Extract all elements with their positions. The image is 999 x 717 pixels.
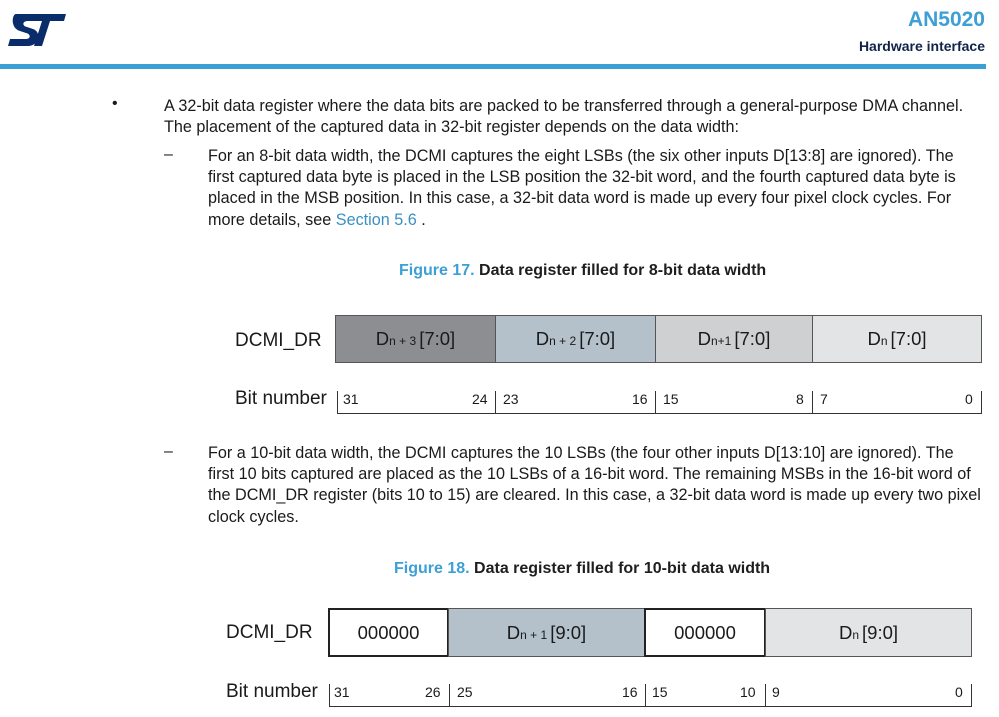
figure17-cell-dn (812, 315, 982, 363)
figure18-title: Data register filled for 10-bit data width (474, 560, 771, 577)
figure18-cell-dn (765, 608, 972, 657)
cell-sub: n + 2 (549, 334, 577, 348)
figure17-caption (399, 262, 766, 280)
figure18-tick (329, 684, 330, 706)
cell-d: D (867, 328, 881, 349)
figure18-bit-15: 15 (652, 684, 668, 700)
cell-bits: [9:0] (862, 621, 899, 643)
figure17-axis (337, 413, 982, 414)
figure17-cell-dn2 (495, 315, 656, 363)
figure18-tick (971, 684, 972, 706)
figure18-bit-31: 31 (334, 684, 350, 700)
cell-bits: [9:0] (550, 621, 587, 643)
figure18-number: Figure 18. (394, 560, 470, 577)
figure18-bit-9: 9 (772, 684, 780, 700)
bullet-paragraph: A 32-bit data register where the data bits are packed to be transferred through a general-purpose DMA channel. The placement of the captured data in 32-bit register depends on the data width: (164, 97, 964, 137)
figure17-tick (655, 391, 656, 413)
figure18-register-label: DCMI_DR (226, 622, 313, 643)
cell-d: D (838, 621, 853, 643)
dash-marker-1: – (164, 146, 173, 163)
figure17-bit-15: 15 (663, 391, 679, 407)
section-5-6-link[interactable]: Section 5.6 (335, 210, 417, 229)
figure17-tick (812, 391, 813, 413)
figure17-bit-7: 7 (820, 391, 828, 407)
cell-text: 000000 (674, 621, 736, 643)
list-item-10bit: For a 10-bit data width, the DCMI captures the 10 LSBs (the four other inputs D[13:10] are ignored). The first 10 bits captured are placed as the 10 LSBs of a 16-bit word. The remaining MSBs in the 16-bit word of the DCMI_DR register (bits 10 to 15) are cleared. In this case, a 32-bit data word is made up every two pixel clock cycles. (208, 444, 981, 526)
st-logo (6, 12, 68, 48)
figure18-caption (394, 560, 770, 578)
figure18-bit-0: 0 (955, 684, 963, 700)
cell-sub: n (880, 334, 888, 348)
figure18-cell-dn1 (448, 608, 645, 657)
header-rule (0, 64, 986, 69)
figure18-tick (449, 684, 450, 706)
cell-bits: [7:0] (579, 328, 616, 349)
cell-d: D (697, 328, 711, 349)
cell-d: D (375, 328, 390, 349)
figure17-cell-dn1 (655, 315, 813, 363)
cell-bits: [7:0] (734, 328, 771, 349)
figure17-bit-31: 31 (343, 391, 359, 407)
dash-marker-2: – (164, 443, 173, 460)
cell-sub: n+1 (711, 334, 732, 348)
figure17-bit-8: 8 (796, 391, 804, 407)
figure18-bit-25: 25 (457, 684, 473, 700)
figure17-bit-24: 24 (472, 391, 488, 407)
figure17-bit-23: 23 (503, 391, 519, 407)
cell-sub: n + 1 (520, 627, 548, 642)
cell-sub: n (852, 627, 860, 642)
st-logo-icon (6, 12, 68, 48)
figure18-bit-26: 26 (425, 684, 441, 700)
figure17-tick (337, 391, 338, 413)
figure18-bit-label: Bit number (226, 681, 318, 702)
bullet-marker: • (112, 95, 118, 112)
figure17-register-label: DCMI_DR (235, 330, 322, 351)
figure18-cell-zeros-high (328, 608, 449, 657)
list-item-8bit-text: For an 8-bit data width, the DCMI captures the eight LSBs (the six other inputs D[13:8] are ignored). The first captured data byte is placed in the LSB position the 32-bit word, and the fourth captured data byte is placed in the MSB position. In this case, a 32-bit data word is made up every four pixel clock cycles. For more details, see (208, 147, 956, 229)
figure17-cell-dn3 (335, 315, 496, 363)
cell-bits: [7:0] (419, 328, 456, 349)
figure18-tick (645, 684, 646, 706)
figure18-cell-zeros-low (644, 608, 766, 657)
cell-text: 000000 (357, 621, 420, 643)
figure17-tick (981, 391, 982, 413)
document-section-title: Hardware interface (858, 38, 985, 54)
figure18-axis (329, 706, 972, 707)
figure17-bit-0: 0 (965, 391, 973, 407)
figure18-bit-16: 16 (622, 684, 638, 700)
figure17-number: Figure 17. (399, 262, 475, 279)
cell-bits: [7:0] (890, 328, 927, 349)
cell-sub: n + 3 (389, 334, 417, 348)
list-item-8bit-end: . (416, 210, 426, 229)
figure18-tick (765, 684, 766, 706)
figure17-bit-16: 16 (632, 391, 648, 407)
figure18-bit-10: 10 (740, 684, 756, 700)
document-id: AN5020 (907, 8, 985, 31)
figure17-tick (495, 391, 496, 413)
cell-d: D (506, 621, 521, 643)
cell-d: D (535, 328, 550, 349)
figure17-bit-label: Bit number (235, 388, 327, 409)
figure17-title: Data register filled for 8-bit data width (479, 262, 767, 279)
list-item-8bit (208, 146, 984, 231)
